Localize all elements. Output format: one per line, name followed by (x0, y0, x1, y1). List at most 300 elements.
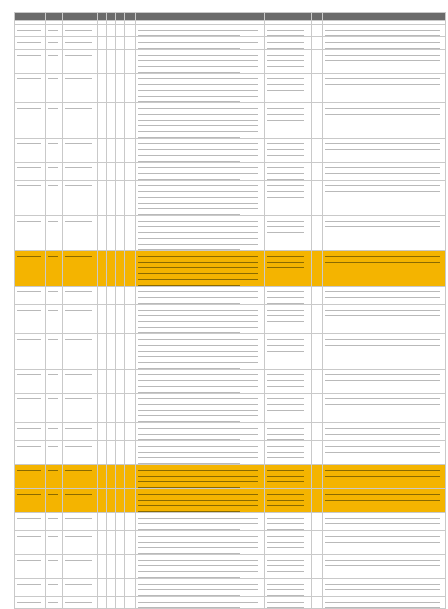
table-cell[interactable] (116, 441, 125, 465)
table-cell[interactable] (98, 531, 107, 555)
table-cell[interactable] (116, 597, 125, 609)
table-cell[interactable] (46, 554, 63, 578)
table-cell[interactable] (46, 393, 63, 423)
table-cell[interactable] (116, 393, 125, 423)
table-cell[interactable] (98, 393, 107, 423)
table-cell[interactable] (265, 393, 312, 423)
table-cell[interactable] (136, 369, 265, 393)
table-cell[interactable] (323, 216, 446, 251)
table-cell[interactable] (323, 465, 446, 489)
column-header[interactable] (323, 13, 446, 21)
table-cell[interactable] (136, 251, 265, 286)
table-cell[interactable] (46, 578, 63, 596)
table-cell[interactable] (312, 49, 323, 73)
table-cell[interactable] (136, 531, 265, 555)
column-header[interactable] (15, 13, 46, 21)
table-cell[interactable] (63, 465, 98, 489)
table-cell[interactable] (312, 286, 323, 304)
table-cell[interactable] (63, 597, 98, 609)
table-cell[interactable] (323, 554, 446, 578)
table-cell[interactable] (312, 465, 323, 489)
table-cell[interactable] (136, 162, 265, 180)
table-row[interactable] (15, 304, 446, 334)
table-cell[interactable] (125, 423, 136, 441)
table-cell[interactable] (265, 103, 312, 138)
table-cell[interactable] (107, 441, 116, 465)
table-cell[interactable] (125, 369, 136, 393)
table-cell[interactable] (323, 103, 446, 138)
table-cell[interactable] (63, 49, 98, 73)
table-cell[interactable] (136, 286, 265, 304)
table-cell[interactable] (63, 138, 98, 162)
table-cell[interactable] (63, 162, 98, 180)
table-row[interactable] (15, 441, 446, 465)
table-cell[interactable] (46, 103, 63, 138)
table-cell[interactable] (15, 73, 46, 103)
table-cell[interactable] (116, 423, 125, 441)
table-cell[interactable] (125, 334, 136, 369)
table-cell[interactable] (136, 597, 265, 609)
table-cell[interactable] (312, 180, 323, 215)
table-cell[interactable] (107, 393, 116, 423)
table-cell[interactable] (312, 162, 323, 180)
table-row[interactable] (15, 489, 446, 513)
table-cell[interactable] (323, 597, 446, 609)
table-cell[interactable] (107, 25, 116, 37)
table-cell[interactable] (265, 138, 312, 162)
table-cell[interactable] (107, 531, 116, 555)
table-row[interactable] (15, 138, 446, 162)
table-cell[interactable] (116, 465, 125, 489)
table-cell[interactable] (98, 441, 107, 465)
table-cell[interactable] (312, 304, 323, 334)
table-cell[interactable] (323, 251, 446, 286)
column-header[interactable] (98, 13, 107, 21)
table-cell[interactable] (63, 393, 98, 423)
table-cell[interactable] (312, 334, 323, 369)
table-row[interactable] (15, 597, 446, 609)
table-cell[interactable] (312, 597, 323, 609)
table-cell[interactable] (136, 138, 265, 162)
table-cell[interactable] (136, 25, 265, 37)
column-header[interactable] (107, 13, 116, 21)
table-cell[interactable] (312, 531, 323, 555)
table-cell[interactable] (136, 423, 265, 441)
table-cell[interactable] (98, 180, 107, 215)
table-cell[interactable] (15, 423, 46, 441)
table-cell[interactable] (312, 216, 323, 251)
table-cell[interactable] (46, 304, 63, 334)
table-cell[interactable] (125, 25, 136, 37)
table-cell[interactable] (265, 512, 312, 530)
table-cell[interactable] (312, 423, 323, 441)
table-cell[interactable] (63, 578, 98, 596)
table-cell[interactable] (98, 138, 107, 162)
table-cell[interactable] (136, 49, 265, 73)
table-cell[interactable] (312, 138, 323, 162)
table-cell[interactable] (312, 393, 323, 423)
table-cell[interactable] (116, 216, 125, 251)
table-cell[interactable] (98, 304, 107, 334)
table-row[interactable] (15, 49, 446, 73)
table-cell[interactable] (63, 25, 98, 37)
table-cell[interactable] (125, 597, 136, 609)
table-cell[interactable] (125, 531, 136, 555)
table-cell[interactable] (46, 423, 63, 441)
table-cell[interactable] (15, 180, 46, 215)
table-row[interactable] (15, 578, 446, 596)
table-cell[interactable] (46, 162, 63, 180)
table-cell[interactable] (107, 180, 116, 215)
table-cell[interactable] (63, 423, 98, 441)
column-header[interactable] (136, 13, 265, 21)
table-cell[interactable] (107, 73, 116, 103)
table-cell[interactable] (323, 369, 446, 393)
table-cell[interactable] (116, 578, 125, 596)
table-cell[interactable] (125, 180, 136, 215)
table-cell[interactable] (98, 216, 107, 251)
table-cell[interactable] (312, 369, 323, 393)
table-cell[interactable] (107, 578, 116, 596)
table-cell[interactable] (107, 162, 116, 180)
table-row[interactable] (15, 423, 446, 441)
table-row[interactable] (15, 554, 446, 578)
column-header[interactable] (116, 13, 125, 21)
table-cell[interactable] (46, 597, 63, 609)
table-cell[interactable] (107, 334, 116, 369)
table-cell[interactable] (125, 103, 136, 138)
table-cell[interactable] (125, 465, 136, 489)
table-cell[interactable] (265, 162, 312, 180)
table-cell[interactable] (265, 531, 312, 555)
table-cell[interactable] (15, 578, 46, 596)
table-cell[interactable] (15, 441, 46, 465)
table-cell[interactable] (98, 49, 107, 73)
table-cell[interactable] (98, 578, 107, 596)
table-cell[interactable] (323, 49, 446, 73)
table-cell[interactable] (98, 334, 107, 369)
table-cell[interactable] (136, 180, 265, 215)
table-cell[interactable] (46, 531, 63, 555)
table-cell[interactable] (98, 512, 107, 530)
table-cell[interactable] (323, 162, 446, 180)
table-cell[interactable] (63, 103, 98, 138)
table-cell[interactable] (312, 103, 323, 138)
table-cell[interactable] (312, 251, 323, 286)
table-cell[interactable] (312, 512, 323, 530)
table-cell[interactable] (98, 73, 107, 103)
table-row[interactable] (15, 216, 446, 251)
table-cell[interactable] (15, 393, 46, 423)
table-cell[interactable] (46, 25, 63, 37)
table-cell[interactable] (125, 73, 136, 103)
table-cell[interactable] (63, 512, 98, 530)
table-cell[interactable] (265, 597, 312, 609)
table-cell[interactable] (15, 162, 46, 180)
table-cell[interactable] (15, 369, 46, 393)
table-cell[interactable] (98, 423, 107, 441)
table-cell[interactable] (15, 597, 46, 609)
table-cell[interactable] (116, 49, 125, 73)
table-cell[interactable] (116, 103, 125, 138)
table-cell[interactable] (63, 304, 98, 334)
table-cell[interactable] (125, 216, 136, 251)
table-cell[interactable] (63, 554, 98, 578)
table-cell[interactable] (116, 334, 125, 369)
table-row[interactable] (15, 393, 446, 423)
table-cell[interactable] (63, 531, 98, 555)
table-cell[interactable] (125, 138, 136, 162)
table-cell[interactable] (265, 286, 312, 304)
table-cell[interactable] (46, 138, 63, 162)
table-cell[interactable] (265, 554, 312, 578)
table-row[interactable] (15, 25, 446, 37)
table-cell[interactable] (107, 369, 116, 393)
table-row[interactable] (15, 369, 446, 393)
table-cell[interactable] (63, 334, 98, 369)
table-cell[interactable] (15, 304, 46, 334)
table-cell[interactable] (116, 369, 125, 393)
table-cell[interactable] (323, 25, 446, 37)
table-row[interactable] (15, 103, 446, 138)
table-cell[interactable] (63, 286, 98, 304)
table-cell[interactable] (98, 103, 107, 138)
table-cell[interactable] (46, 37, 63, 49)
table-cell[interactable] (116, 512, 125, 530)
table-cell[interactable] (265, 489, 312, 513)
table-cell[interactable] (15, 37, 46, 49)
table-cell[interactable] (265, 423, 312, 441)
table-cell[interactable] (46, 334, 63, 369)
table-cell[interactable] (265, 216, 312, 251)
table-cell[interactable] (136, 554, 265, 578)
table-cell[interactable] (125, 393, 136, 423)
table-cell[interactable] (323, 180, 446, 215)
table-cell[interactable] (15, 103, 46, 138)
table-cell[interactable] (46, 180, 63, 215)
table-cell[interactable] (107, 49, 116, 73)
table-cell[interactable] (63, 251, 98, 286)
column-header[interactable] (265, 13, 312, 21)
table-row[interactable] (15, 286, 446, 304)
table-cell[interactable] (136, 465, 265, 489)
table-cell[interactable] (15, 531, 46, 555)
table-cell[interactable] (312, 25, 323, 37)
table-cell[interactable] (116, 489, 125, 513)
table-cell[interactable] (116, 304, 125, 334)
table-cell[interactable] (312, 554, 323, 578)
table-cell[interactable] (312, 489, 323, 513)
table-cell[interactable] (15, 554, 46, 578)
table-cell[interactable] (15, 25, 46, 37)
table-cell[interactable] (312, 73, 323, 103)
column-header[interactable] (63, 13, 98, 21)
table-cell[interactable] (125, 286, 136, 304)
table-cell[interactable] (265, 73, 312, 103)
table-cell[interactable] (125, 578, 136, 596)
table-cell[interactable] (107, 512, 116, 530)
table-cell[interactable] (116, 73, 125, 103)
table-cell[interactable] (116, 531, 125, 555)
table-cell[interactable] (265, 369, 312, 393)
table-cell[interactable] (46, 441, 63, 465)
table-cell[interactable] (63, 441, 98, 465)
table-cell[interactable] (15, 138, 46, 162)
table-row[interactable] (15, 37, 446, 49)
table-cell[interactable] (107, 251, 116, 286)
table-cell[interactable] (98, 25, 107, 37)
table-cell[interactable] (125, 441, 136, 465)
table-cell[interactable] (136, 578, 265, 596)
table-cell[interactable] (312, 578, 323, 596)
table-cell[interactable] (98, 465, 107, 489)
table-cell[interactable] (63, 73, 98, 103)
table-cell[interactable] (63, 180, 98, 215)
table-cell[interactable] (46, 251, 63, 286)
table-cell[interactable] (15, 512, 46, 530)
table-row[interactable] (15, 73, 446, 103)
table-cell[interactable] (136, 393, 265, 423)
table-cell[interactable] (46, 49, 63, 73)
cell-text-placeholder (325, 262, 440, 263)
table-cell[interactable] (63, 369, 98, 393)
table-cell[interactable] (15, 465, 46, 489)
table-cell[interactable] (98, 597, 107, 609)
table-cell[interactable] (107, 423, 116, 441)
table-cell[interactable] (125, 251, 136, 286)
table-cell[interactable] (15, 334, 46, 369)
table-cell[interactable] (323, 73, 446, 103)
table-cell[interactable] (98, 286, 107, 304)
table-cell[interactable] (323, 334, 446, 369)
table-cell[interactable] (323, 37, 446, 49)
table-cell[interactable] (98, 162, 107, 180)
table-row[interactable] (15, 531, 446, 555)
table-cell[interactable] (136, 441, 265, 465)
table-cell[interactable] (323, 138, 446, 162)
table-cell[interactable] (136, 512, 265, 530)
table-cell[interactable] (125, 304, 136, 334)
table-row[interactable] (15, 251, 446, 286)
table-cell[interactable] (15, 251, 46, 286)
table-cell[interactable] (265, 578, 312, 596)
table-cell[interactable] (125, 512, 136, 530)
table-cell[interactable] (136, 489, 265, 513)
table-cell[interactable] (312, 37, 323, 49)
table-cell[interactable] (323, 286, 446, 304)
table-cell[interactable] (116, 25, 125, 37)
table-cell[interactable] (15, 489, 46, 513)
table-cell[interactable] (136, 103, 265, 138)
table-cell[interactable] (46, 73, 63, 103)
column-header[interactable] (312, 13, 323, 21)
table-cell[interactable] (46, 369, 63, 393)
table-cell[interactable] (46, 216, 63, 251)
table-cell[interactable] (323, 578, 446, 596)
table-cell[interactable] (46, 512, 63, 530)
table-cell[interactable] (107, 465, 116, 489)
table-cell[interactable] (265, 251, 312, 286)
table-cell[interactable] (323, 304, 446, 334)
table-cell[interactable] (107, 597, 116, 609)
table-cell[interactable] (136, 334, 265, 369)
table-cell[interactable] (136, 216, 265, 251)
table-row[interactable] (15, 180, 446, 215)
table-row[interactable] (15, 512, 446, 530)
table-cell[interactable] (312, 441, 323, 465)
table-cell[interactable] (98, 37, 107, 49)
table-cell[interactable] (116, 180, 125, 215)
table-cell[interactable] (323, 489, 446, 513)
table-cell[interactable] (323, 441, 446, 465)
table-cell[interactable] (116, 554, 125, 578)
table-cell[interactable] (125, 49, 136, 73)
table-cell[interactable] (15, 49, 46, 73)
table-cell[interactable] (323, 423, 446, 441)
table-cell[interactable] (46, 489, 63, 513)
table-cell[interactable] (116, 251, 125, 286)
table-cell[interactable] (323, 393, 446, 423)
table-cell[interactable] (15, 216, 46, 251)
table-cell[interactable] (125, 489, 136, 513)
table-cell[interactable] (107, 489, 116, 513)
table-cell[interactable] (63, 37, 98, 49)
table-cell[interactable] (265, 441, 312, 465)
table-cell[interactable] (265, 25, 312, 37)
table-cell[interactable] (116, 162, 125, 180)
table-cell[interactable] (136, 37, 265, 49)
table-cell[interactable] (46, 286, 63, 304)
table-cell[interactable] (116, 37, 125, 49)
table-row[interactable] (15, 334, 446, 369)
table-cell[interactable] (107, 37, 116, 49)
table-cell[interactable] (107, 103, 116, 138)
table-cell[interactable] (98, 369, 107, 393)
table-cell[interactable] (63, 489, 98, 513)
table-cell[interactable] (98, 554, 107, 578)
table-cell[interactable] (107, 554, 116, 578)
table-cell[interactable] (107, 304, 116, 334)
table-cell[interactable] (125, 162, 136, 180)
table-cell[interactable] (323, 531, 446, 555)
table-cell[interactable] (98, 251, 107, 286)
table-cell[interactable] (265, 304, 312, 334)
table-row[interactable] (15, 465, 446, 489)
table-cell[interactable] (265, 37, 312, 49)
table-cell[interactable] (265, 334, 312, 369)
table-cell[interactable] (107, 216, 116, 251)
table-cell[interactable] (107, 286, 116, 304)
table-cell[interactable] (265, 49, 312, 73)
table-cell[interactable] (125, 37, 136, 49)
table-cell[interactable] (265, 180, 312, 215)
table-cell[interactable] (46, 465, 63, 489)
table-cell[interactable] (98, 489, 107, 513)
table-row[interactable] (15, 162, 446, 180)
table-cell[interactable] (125, 554, 136, 578)
column-header[interactable] (46, 13, 63, 21)
table-cell[interactable] (265, 465, 312, 489)
table-cell[interactable] (116, 138, 125, 162)
table-cell[interactable] (136, 73, 265, 103)
column-header[interactable] (125, 13, 136, 21)
table-cell[interactable] (15, 286, 46, 304)
table-cell[interactable] (116, 286, 125, 304)
table-cell[interactable] (107, 138, 116, 162)
table-cell[interactable] (323, 512, 446, 530)
table-cell[interactable] (63, 216, 98, 251)
table-cell[interactable] (136, 304, 265, 334)
